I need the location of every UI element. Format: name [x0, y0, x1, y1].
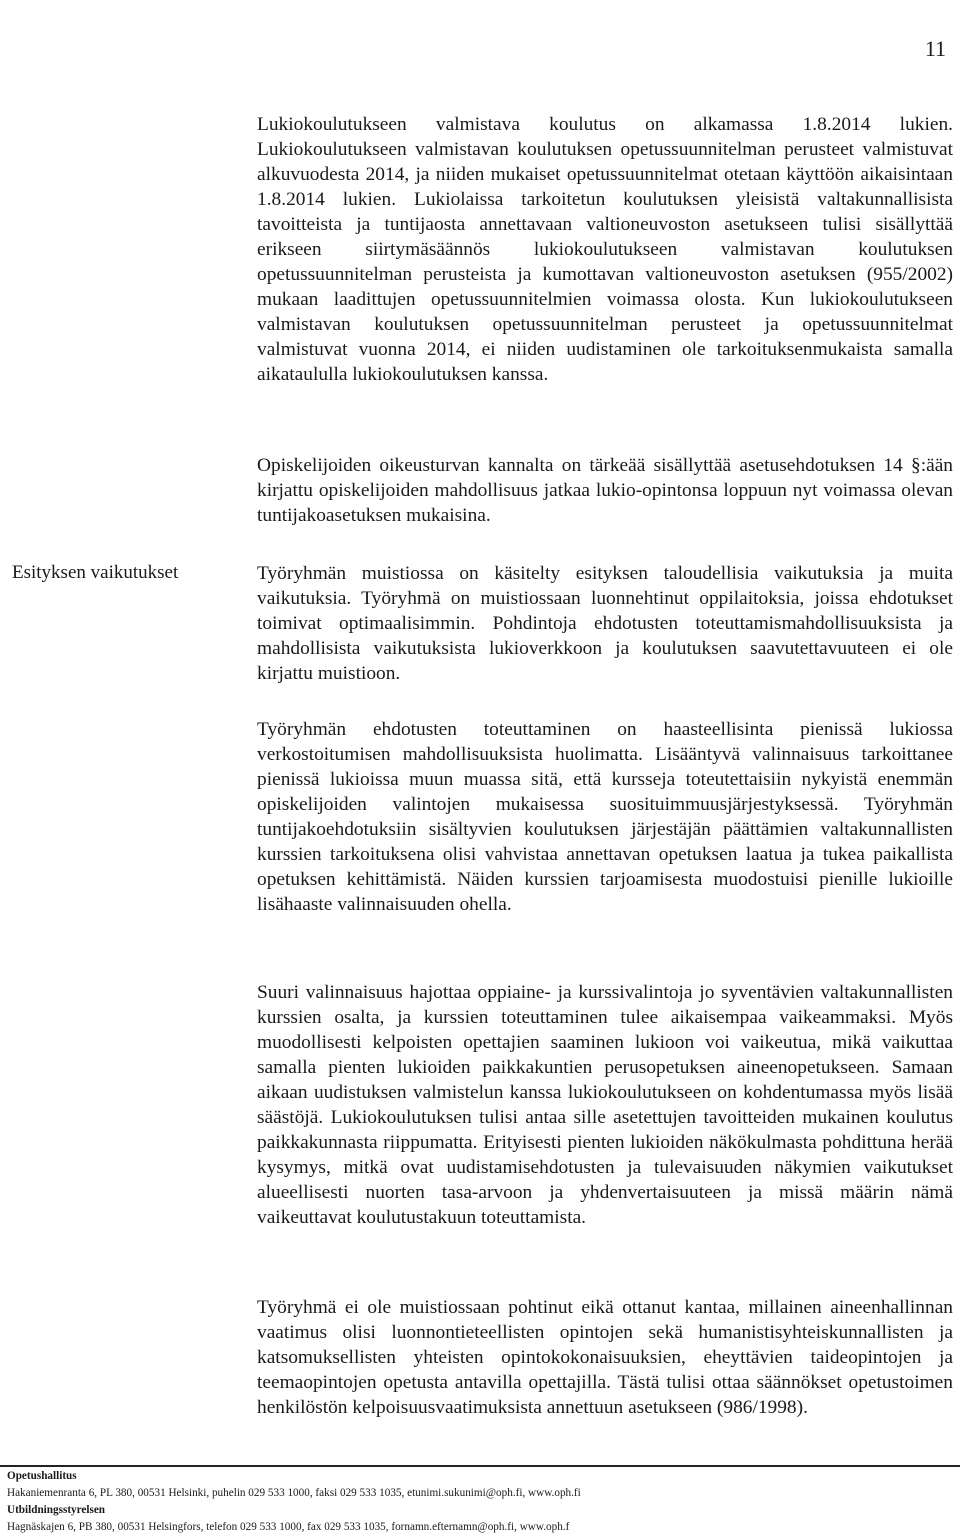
paragraph-small-schools-challenge: Työryhmän ehdotusten toteuttaminen on haasteellisinta pienissä lukiossa verkostoitumisen mahdollisuuksista huolimatta. Lisääntyvä valinnaisuus tarkoittanee pienissä lukioissa muun muassa sitä, että kursseja toteutettaisiin nykyistä enemmän opiskelijoiden valintojen mukaisessa suosituimmuusjärjestyksessä. Työryhmän tuntijakoehdotuksiin sisältyvien koulutuksen järjestäjän päättämien valtakunnallisten kurssien tarkoituksena olisi vahvistaa annettavan opetuksen laatua ja tukea paikallista opetuksen kehittämistä. Näiden kurssien tarjoamisesta muodostuisi pienille lukioille lisähaaste valinnaisuuden ohella.	[257, 719, 953, 915]
footer-org-finnish: Opetushallitus	[7, 1470, 77, 1482]
footer	[7, 1468, 581, 1536]
footer-address-swedish: Hagnäskajen 6, PB 380, 00531 Helsingfors, telefon 029 533 1000, fax 029 533 1035, fornamn.efternamn@oph.fi, www.oph.f	[7, 1521, 570, 1533]
paragraph-electivity-impact: Suuri valinnaisuus hajottaa oppiaine- ja kurssivalintoja jo syventävien valtakunnallisten kurssien osalta, ja kurssien toteuttaminen tulee aikaisempaa vaikeammaksi. Myös muodollisesti kelpoisten opettajien saaminen lukioon voi vaikeutua, mikä vaikuttaa samalla pienten lukioiden paikkakuntien perusopetuksen aineenopetukseen. Samaan aikaan uudistuksen valmistelun kanssa lukiokoulutukseen on kohdentumassa myös lisää säästöjä. Lukiokoulutuksen tulisi antaa sille asetettujen tavoitteiden mukainen koulutus paikkakunnasta riippumatta. Erityisesti pienten lukioiden näkökulmasta pohdittuna herää kysymys, mitkä ovat uudistamisehdotusten ja tulevaisuuden näkymien vaikutukset alueellisesti nuorten tasa-arvoon ja yhdenvertaisuuteen ja missä määrin nämä vaikeuttavat koulutustakuun toteuttamista.	[257, 982, 953, 1228]
footer-divider	[0, 1465, 960, 1467]
section-heading-effects: Esityksen vaikutukset	[12, 562, 179, 583]
paragraph-working-group-memo: Työryhmän muistiossa on käsitelty esityksen taloudellisia vaikutuksia ja muita vaikutuksia. Työryhmä on muistiossaan luonnehtinut oppilaitoksia, joissa ehdotukset toimivat optimaalisimmin. Pohdintoja ehdotusten toteuttamismahdollisuuksista ja mahdollisista vaikutuksista lukioverkkoon ja koulutuksen saavutettavuuteen ei ole kirjattu muistioon.	[257, 563, 953, 684]
body-text-column	[257, 112, 953, 1418]
paragraph-teacher-qualifications: Työryhmä ei ole muistiossaan pohtinut eikä ottanut kantaa, millainen aineenhallinnan vaatimus olisi luonnontieteellisten opintojen sekä humanistisyhteiskunnallisten ja katsomuksellisten yhteisten opintokokonaisuuksien, eheyttävien taideopintojen ja teemaopintojen opetusta antavilla opettajilla. Tästä tulisi ottaa säännökset opetustoimen henkilöstön kelpoisuusvaatimuksista annettuun asetukseen (986/1998).	[257, 1297, 953, 1418]
paragraph-preparatory-education: Lukiokoulutukseen valmistava koulutus on alkamassa 1.8.2014 lukien. Lukiokoulutukseen valmistavan koulutuksen opetussuunnitelman perusteet valmistuvat alkuvuodesta 2014, ja niiden mukaiset opetussuunnitelmat otetaan käyttöön aikaisintaan 1.8.2014 lukien. Lukiolaissa tarkoitetun koulutuksen yleisistä valtakunnallisista tavoitteista ja tuntijaosta annettavaan valtioneuvoston asetukseen tulisi sisällyttää erikseen siirtymäsäännös lukiokoulutukseen valmistavan koulutuksen opetussuunnitelman perusteista ja kumottavan valtioneuvoston asetuksen (955/2002) mukaan laadittujen opetussuunnitelmien voimassa olosta. Kun lukiokoulutukseen valmistavan koulutuksen opetussuunnitelman perusteet ja opetussuunnitelmat valmistuvat vuonna 2014, ei niiden uudistaminen ole tarkoituksenmukaista samalla aikataululla lukiokoulutuksen kanssa.	[257, 114, 953, 385]
footer-org-swedish: Utbildningsstyrelsen	[7, 1504, 106, 1516]
paragraph-student-legal-protection: Opiskelijoiden oikeusturvan kannalta on tärkeää sisällyttää asetusehdotuksen 14 §:ään kirjattu opiskelijoiden mahdollisuus jatkaa lukio-opintonsa loppuun nyt voimassa olevan tuntijakoasetuksen mukaisina.	[257, 455, 953, 526]
footer-address-finnish: Hakaniemenranta 6, PL 380, 00531 Helsinki, puhelin 029 533 1000, faksi 029 533 1035, etunimi.sukunimi@oph.fi, www.oph.fi	[7, 1487, 581, 1499]
page-number: 11	[924, 36, 946, 61]
